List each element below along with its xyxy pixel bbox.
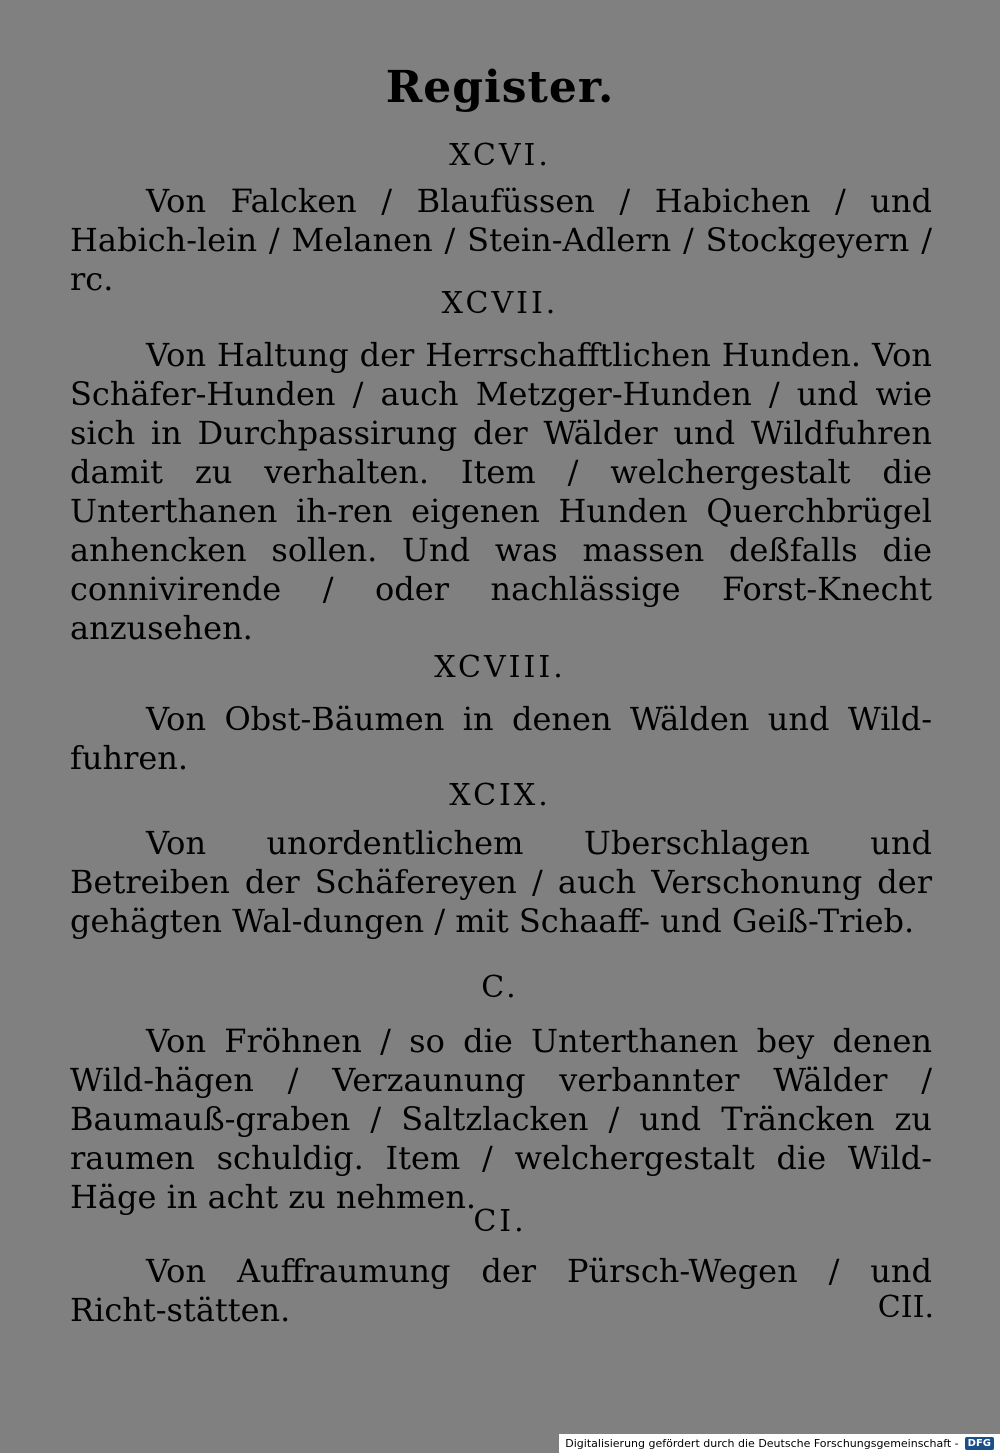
section-text: Von unordentlichem Uberschlagen und Betreiben der Schäfereyen / auch Verschonung der gehägten Wal-dungen / mit Schaaff- und Geiß-Trieb. [70, 824, 932, 940]
section-text: Von Falcken / Blaufüssen / Habichen / und Habich-lein / Melanen / Stein-Adlern / Stockgeyern / rc. [70, 182, 932, 298]
footer-text: Digitalisierung gefördert durch die Deutsche Forschungsgemeinschaft - [565, 1437, 959, 1450]
section-text: Von Haltung der Herrschafftlichen Hunden. Von Schäfer-Hunden / auch Metzger-Hunden / und wie sich in Durchpassirung der Wälder und Wildfuhren damit zu verhalten. Item / welchergestalt die Unterthanen ih-ren eigenen Hunden Querchbrügel anhencken sollen. Und was massen deßfalls die connivirende / oder nachlässige Forst-Knecht anzusehen. [70, 336, 932, 647]
section-numeral: XCVI. [449, 138, 551, 173]
catchword: CII. [877, 1290, 934, 1325]
section-text: Von Auffraumung der Pürsch-Wegen / und Richt-stätten. [70, 1252, 932, 1329]
section-numeral: CI. [473, 1204, 527, 1239]
section-numeral: XCIX. [449, 778, 551, 813]
section-text: Von Obst-Bäumen in denen Wälden und Wild-fuhren. [70, 700, 932, 777]
section-numeral: XCVII. [441, 286, 559, 321]
section-text: Von Fröhnen / so die Unterthanen bey denen Wild-hägen / Verzaunung verbannter Wälder / Baumauß-graben / Saltzlacken / und Träncken zu raumen schuldig. Item / welchergestalt die Wild-Häge in acht zu nehmen. [70, 1022, 932, 1216]
dfg-logo-icon: DFG [965, 1437, 994, 1450]
page-title: Register. [385, 62, 615, 113]
footer-attribution [559, 1434, 1000, 1453]
section-numeral: XCVIII. [434, 650, 566, 685]
section-numeral: C. [481, 970, 519, 1005]
